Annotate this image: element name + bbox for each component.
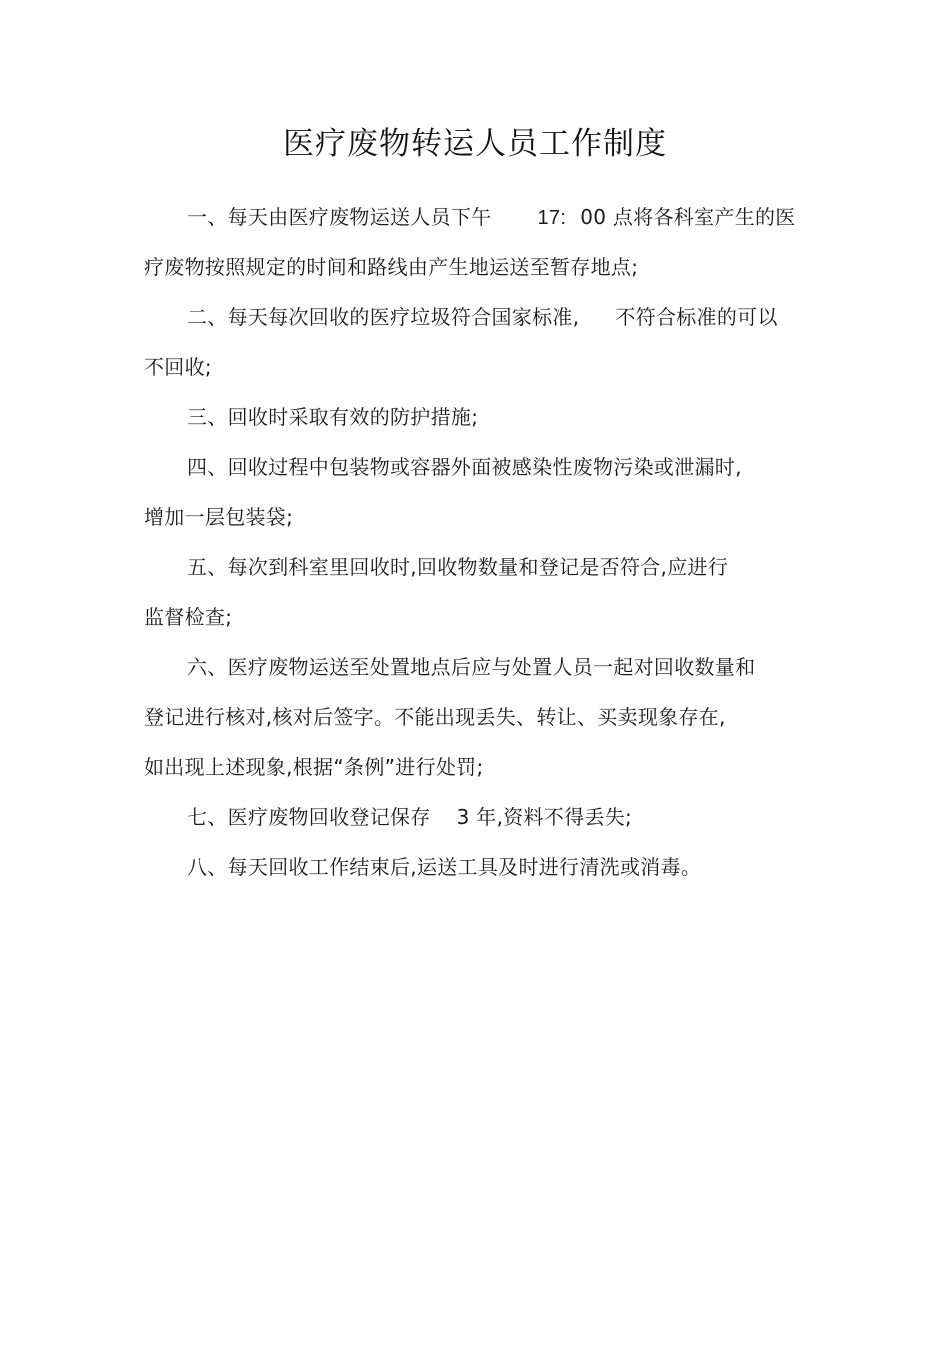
text-segment: 二、每天每次回收的医疗垃圾符合国家标准, [187,305,580,329]
text-segment: 一、每天由医疗废物运送人员下午 [187,205,492,229]
paragraph-line: 监督检查; [144,605,233,629]
paragraph-line: 六、医疗废物运送至处置地点后应与处置人员一起对回收数量和 [187,655,756,679]
paragraph-line: 如出现上述现象,根据“条例”进行处罚; [144,755,484,779]
paragraph-line [187,202,796,232]
paragraph-line: 八、每天回收工作结束后,运送工具及时进行清洗或消毒。 [187,855,702,879]
paragraph-line: 四、回收过程中包装物或容器外面被感染性废物污染或泄漏时, [187,455,742,479]
text-segment: 不符合标准的可以 [615,305,778,329]
time-hours: 17: [537,207,567,229]
paragraph-line: 不回收; [144,355,212,379]
paragraph-line: 三、回收时采取有效的防护措施; [187,405,479,429]
paragraph-line: 增加一层包装袋; [144,505,294,529]
paragraph-line: 疗废物按照规定的时间和路线由产生地运送至暂存地点; [144,255,639,279]
paragraph-line [187,302,778,332]
text-segment: 3 年,资料不得丢失; [456,805,633,829]
paragraph-line [187,802,632,832]
text-segment: 00 点将各科室产生的医 [580,205,796,229]
document-title: 医疗废物转运人员工作制度 [283,126,667,162]
paragraph-line: 五、每次到科室里回收时,回收物数量和登记是否符合,应进行 [187,555,729,579]
text-segment: 七、医疗废物回收登记保存 [187,805,431,829]
paragraph-line: 登记进行核对,核对后签字。不能出现丢失、转让、买卖现象存在, [144,705,726,729]
